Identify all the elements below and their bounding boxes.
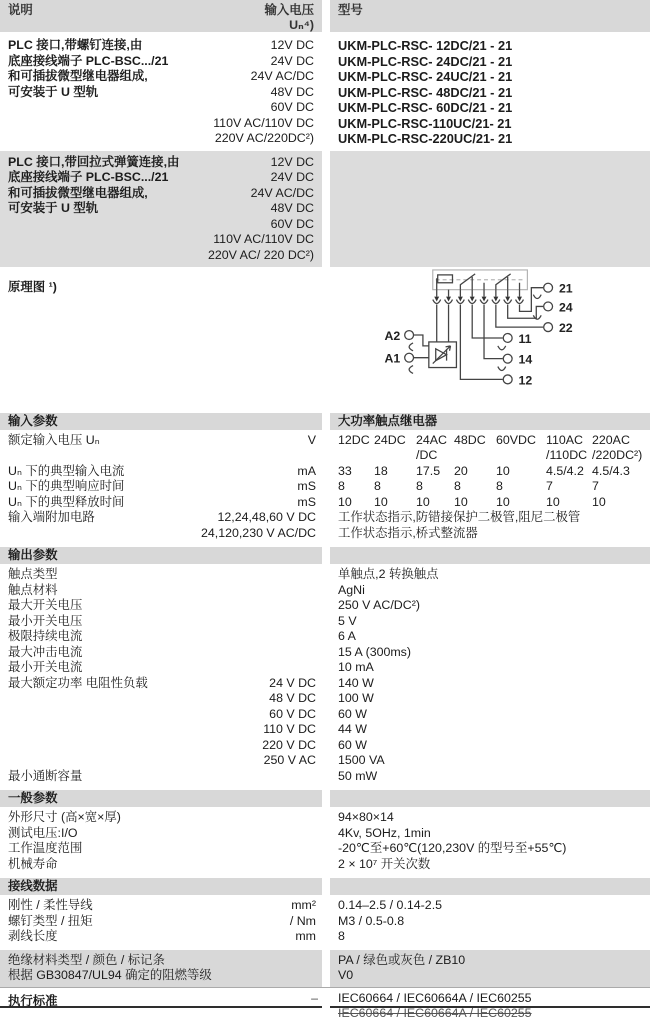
relay-cell: 33 [338, 463, 352, 478]
input-diode-box [409, 335, 456, 373]
relay-cell: 4.5/4.3 [592, 463, 630, 478]
model-number-list [330, 38, 650, 147]
column-gutter [322, 38, 330, 147]
param-condition: 250 V AC [263, 753, 316, 767]
spring-block-right-empty [330, 151, 650, 267]
param-label: 触点材料 [8, 582, 58, 597]
param-label: 外形尺寸 (高×宽×厚) [8, 810, 121, 824]
relay-cell: 7 [592, 479, 599, 493]
column-gutter [322, 790, 330, 810]
relay-cell: 17.5 [416, 463, 441, 478]
param-label: 输入端附加电路 [8, 510, 95, 524]
connection-data-right-bar [330, 878, 650, 895]
param-row [8, 676, 316, 692]
schematic-label: 原理图 ¹) [8, 279, 57, 294]
param-unit: mm [295, 929, 316, 943]
model-number: UKM-PLC-RSC- 24DC/21 - 21 [338, 53, 513, 69]
relay-cell: 10 [338, 494, 352, 509]
relay-row-input-current [338, 464, 650, 480]
param-condition: 60 V DC [269, 706, 316, 721]
column-gutter [322, 151, 330, 267]
param-row [8, 526, 316, 542]
connection-data-header [0, 878, 650, 898]
param-value: 50 mW [338, 768, 378, 783]
connection-data-rows [0, 898, 322, 945]
param-condition: 48 V DC [269, 691, 316, 705]
terminal-a1-label: A1 [384, 351, 401, 366]
description-line: 可安装于 U 型轨 [8, 84, 99, 99]
relay-col-subheader [374, 448, 416, 464]
param-value: V0 [338, 968, 354, 982]
model-number: UKM-PLC-RSC-110UC/21- 21 [338, 115, 512, 131]
relay-cell: 8 [416, 479, 423, 493]
param-row [8, 769, 316, 785]
column-gutter [322, 547, 330, 567]
param-row [8, 691, 316, 707]
param-row [8, 914, 316, 930]
param-label: 剥线长度 [8, 929, 58, 943]
output-params-values [330, 567, 650, 784]
relay-cell: 8 [374, 479, 381, 493]
column-gutter [322, 433, 330, 542]
param-label: 绝缘材料类型 / 颜色 / 标记条 [8, 952, 165, 967]
param-row [8, 722, 316, 738]
voltage-value: 48V DC [270, 84, 314, 99]
relay-notes [338, 510, 650, 541]
header-right-bar [330, 0, 650, 32]
relay-col-header: 60VDC [496, 432, 536, 447]
column-gutter [322, 878, 330, 898]
relay-cell: 7 [546, 479, 553, 493]
relay-cell: 20 [454, 463, 468, 478]
param-value: 4Kv, 5OHz, 1min [338, 825, 431, 840]
column-gutter [322, 898, 330, 945]
param-row [8, 645, 316, 661]
relay-col-subheader [338, 448, 374, 464]
relay-col-subheader: /110DC [546, 448, 588, 462]
param-value: 100 W [338, 691, 374, 705]
param-row [8, 929, 316, 945]
relay-col-subheader: /220DC²) [592, 448, 643, 462]
relay-cell: 10 [374, 494, 388, 509]
input-params-header [0, 413, 650, 433]
relay-circuit-diagram [336, 267, 636, 405]
description-line: 底座接线端子 PLC-BSC.../21 [8, 53, 169, 68]
screw-connection-block [0, 38, 650, 147]
model-number: UKM-PLC-RSC- 24UC/21 - 21 [338, 69, 513, 84]
output-params-rows [0, 567, 322, 784]
param-unit: / Nm [289, 913, 316, 928]
terminal-24-label: 24 [558, 299, 573, 314]
input-voltage-label: 输入电压 [264, 3, 314, 17]
relay-note: 工作状态指示,桥式整流器 [338, 525, 478, 540]
description-line: 底座接线端子 PLC-BSC.../21 [8, 170, 169, 184]
relay-cell: 8 [496, 479, 503, 493]
param-row [8, 567, 316, 583]
voltage-value: 220V AC/ 220 DC²) [207, 247, 314, 262]
output-params-header [0, 547, 650, 567]
contact-2-symbol [496, 273, 520, 289]
relay-col-header: 24DC [374, 432, 406, 447]
cutoff-text: IEC60664 / IEC60664A / IEC60255 [338, 1005, 532, 1020]
param-value: 44 W [338, 722, 367, 736]
model-number: UKM-PLC-RSC-220UC/21- 21 [338, 131, 513, 146]
param-label: 最大额定功率 电阻性负载 [8, 675, 148, 690]
standards-left [0, 988, 322, 1008]
param-value: 1500 VA [338, 753, 385, 767]
param-value: 6 A [338, 629, 356, 643]
param-label: 最大开关电压 [8, 598, 83, 612]
relay-pins [433, 289, 524, 303]
param-label: Uₙ 下的典型输入电流 [8, 463, 125, 478]
continuation-dash: – [311, 990, 318, 1005]
param-unit: mS [297, 494, 316, 509]
param-value: PA / 绿色或灰色 / ZB10 [338, 952, 466, 967]
param-label: 刚性 / 柔性导线 [8, 898, 93, 912]
column-gutter [322, 567, 330, 784]
type-column-title: 型号 [338, 3, 363, 17]
voltage-value: 60V DC [270, 100, 314, 114]
column-gutter [322, 988, 330, 1008]
column-gutter [322, 810, 330, 872]
voltage-value: 60V DC [270, 216, 314, 231]
param-label: 根据 GB30847/UL94 确定的阻燃等级 [8, 968, 212, 982]
general-params-right-bar [330, 790, 650, 807]
param-label: Uₙ 下的典型响应时间 [8, 479, 125, 493]
connection-data-body [0, 898, 650, 945]
spring-block-left [0, 151, 322, 267]
contact-1-symbol [460, 273, 484, 289]
column-gutter [322, 0, 330, 32]
column-gutter [322, 267, 330, 407]
param-unit: 24,120,230 V AC/DC [200, 525, 316, 540]
voltage-value: 24V DC [270, 53, 314, 68]
param-label: 最小开关电压 [8, 613, 83, 628]
terminal-21-label: 21 [558, 281, 573, 296]
description-column-title: 说明 [8, 3, 33, 17]
param-value: 5 V [338, 613, 357, 628]
relay-table [330, 433, 650, 542]
relay-note: 工作状态指示,防错接保护二极管,阻尼二极管 [338, 510, 581, 524]
input-params-title: 输入参数 [0, 413, 322, 430]
description-line: 和可插拔微型继电器组成, [8, 185, 148, 200]
relay-table-header-row2 [338, 448, 650, 464]
voltage-value: 220V AC/220DC²) [214, 131, 314, 145]
param-value: 60 W [338, 737, 367, 752]
param-row [8, 464, 316, 480]
relay-col-subheader [496, 448, 546, 464]
voltage-value: 24V DC [270, 170, 314, 184]
param-label: 触点类型 [8, 567, 58, 581]
insulation-labels [0, 950, 322, 987]
relay-cell: 18 [374, 463, 388, 478]
relay-col-subheader: /DC [416, 448, 438, 462]
general-params-body [0, 810, 650, 872]
param-row [8, 598, 316, 614]
relay-cell: 8 [338, 479, 345, 493]
param-value: AgNi [338, 582, 365, 597]
param-row [8, 707, 316, 723]
screw-block-voltages [213, 38, 314, 147]
description-line: PLC 接口,带回拉式弹簧连接,由 [8, 154, 180, 169]
param-row [8, 583, 316, 599]
param-row [8, 614, 316, 630]
standards-label: 执行标准 [8, 993, 58, 1008]
param-label: 最小通断容量 [8, 768, 83, 783]
relay-cell: 10 [496, 494, 510, 509]
relay-cell: 10 [592, 494, 606, 509]
param-unit: 12,24,48,60 V DC [217, 510, 316, 524]
column-gutter [322, 1008, 330, 1016]
model-number: UKM-PLC-RSC- 48DC/21 - 21 [338, 84, 513, 100]
spring-block-description [8, 155, 179, 263]
param-value: 60 W [338, 706, 367, 721]
param-unit: V [307, 432, 316, 447]
output-params-right-bar [330, 547, 650, 564]
standards-value: IEC60664 / IEC60664A / IEC60255 [330, 988, 650, 1008]
relay-col-header: 24AC [416, 432, 447, 447]
description-line: 和可插拔微型继电器组成, [8, 69, 148, 83]
param-row [8, 433, 316, 449]
description-line: PLC 接口,带螺钉连接,由 [8, 38, 143, 52]
param-value: 0.14–2.5 / 0.14-2.5 [338, 898, 443, 912]
terminal-a2-label: A2 [384, 328, 401, 343]
param-value: 单触点,2 转换触点 [338, 567, 439, 581]
param-row [8, 495, 316, 511]
param-label: 工作温度范围 [8, 841, 83, 855]
voltage-value: 110V AC/110V DC [213, 232, 314, 246]
header-left-bar [0, 0, 322, 32]
voltage-value: 48V DC [270, 201, 314, 215]
schematic-drawing [330, 267, 650, 407]
general-params-rows [0, 810, 322, 872]
param-row [8, 479, 316, 495]
param-value: 15 A (300ms) [338, 644, 412, 659]
spring-connection-block [0, 151, 650, 267]
param-row [8, 448, 316, 464]
param-value: 8 [338, 929, 345, 943]
screw-block-description [8, 38, 168, 147]
insulation-values [330, 950, 650, 987]
relay-cell: 10 [546, 494, 560, 509]
terminal-12-label: 12 [518, 372, 533, 387]
input-voltage-subscript: Uₙ⁴) [289, 18, 314, 32]
input-voltage-column-title [264, 3, 314, 32]
cutoff-strip [0, 1005, 650, 1020]
relay-cell: 4.5/4.2 [546, 463, 584, 478]
schematic-band [0, 267, 650, 407]
connection-data-title: 接线数据 [0, 878, 322, 895]
connection-data-values [330, 898, 650, 945]
param-label: 最大冲击电流 [8, 644, 83, 659]
param-row [8, 753, 316, 769]
relay-col-header: 110AC [546, 432, 583, 447]
param-label: Uₙ 下的典型释放时间 [8, 494, 125, 509]
relay-cell: 10 [496, 463, 510, 478]
param-value: 2 × 10⁷ 开关次数 [338, 856, 431, 871]
column-gutter [322, 950, 330, 987]
general-params-header [0, 790, 650, 810]
param-value: 250 V AC/DC²) [338, 598, 420, 612]
param-label: 最小开关电流 [8, 660, 83, 674]
param-row [8, 510, 316, 526]
output-params-title: 输出参数 [0, 547, 322, 564]
param-value: 10 mA [338, 660, 374, 674]
description-line: 可安装于 U 型轨 [8, 201, 99, 215]
param-label: 机械寿命 [8, 856, 58, 871]
voltage-value: 110V AC/110V DC [213, 115, 314, 130]
terminal-22-label: 22 [558, 320, 573, 335]
voltage-value: 12V DC [270, 38, 314, 52]
relay-cell: 8 [454, 479, 461, 493]
param-condition: 24 V DC [269, 675, 316, 690]
standards-row [0, 987, 650, 1008]
param-row [8, 629, 316, 645]
cutoff-left [0, 1008, 322, 1016]
relay-table-header-row1 [338, 433, 650, 449]
relay-col-subheader [454, 448, 496, 464]
param-value: M3 / 0.5-0.8 [338, 913, 405, 928]
relay-col-header: 12DC [338, 432, 370, 447]
param-row [8, 660, 316, 676]
column-gutter [322, 413, 330, 433]
relay-coil-symbol [438, 274, 453, 282]
relay-cell: 10 [454, 494, 468, 509]
relay-col-header: 220AC [592, 432, 630, 447]
model-number: UKM-PLC-RSC- 12DC/21 - 21 [338, 38, 513, 53]
terminal-11-label: 11 [518, 331, 532, 346]
spring-block-voltages [208, 155, 314, 263]
general-params-values [330, 810, 650, 872]
param-label: 极限持续电流 [8, 629, 83, 643]
param-unit: mm² [291, 898, 316, 912]
param-condition: 220 V DC [262, 737, 316, 752]
param-row [8, 898, 316, 914]
relay-row-response-time [338, 479, 650, 495]
insulation-block [0, 950, 650, 987]
relay-col-header: 48DC [454, 432, 486, 447]
relay-row-release-time [338, 495, 650, 511]
param-label: 额定输入电压 Uₙ [8, 432, 100, 447]
param-label: 螺钉类型 / 扭矩 [8, 913, 93, 928]
terminal-14-label: 14 [518, 352, 533, 367]
relay-table-title: 大功率触点继电器 [330, 413, 650, 430]
param-unit: mA [297, 463, 316, 478]
voltage-value: 24V AC/DC [250, 69, 314, 83]
header-band [0, 0, 650, 32]
output-params-body [0, 567, 650, 784]
param-value: 94×80×14 [338, 810, 394, 824]
param-label: 测试电压:I/O [8, 825, 78, 840]
param-condition: 110 V DC [263, 722, 316, 736]
screw-block-left [0, 38, 322, 147]
voltage-value: 24V AC/DC [250, 185, 314, 200]
param-unit: mS [297, 479, 316, 493]
input-params-body [0, 433, 650, 542]
voltage-value: 12V DC [270, 154, 314, 169]
param-value: 140 W [338, 675, 374, 690]
relay-cell: 10 [416, 494, 430, 509]
param-value: -20℃至+60℃(120,230V 的型号至+55℃) [338, 841, 567, 855]
model-number: UKM-PLC-RSC- 60DC/21 - 21 [338, 100, 513, 115]
general-params-title: 一般参数 [0, 790, 322, 807]
param-row [8, 738, 316, 754]
input-params-rows [0, 433, 322, 542]
